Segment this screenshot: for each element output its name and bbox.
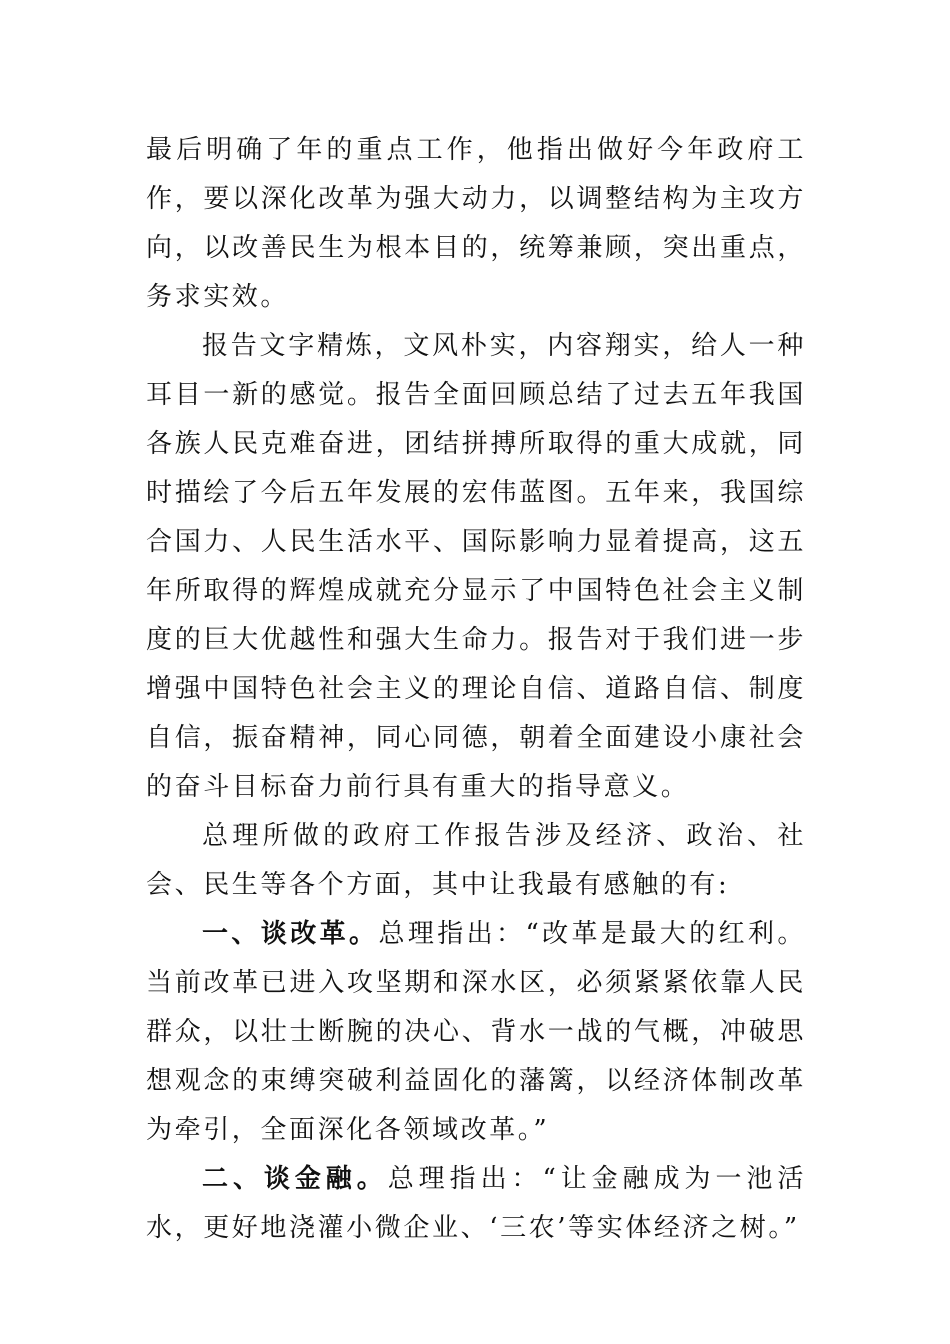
paragraph-2-text: 报告文字精炼，文风朴实，内容翔实，给人一种耳目一新的感觉。报告全面回顾总结了过去五年我国各族人民克难奋进，团结拼搏所取得的重大成就，同时描绘了今后五年发展的宏伟蓝图。五年来，我国综合国力、人民生活水平、国际影响力显着提高，这五年所取得的辉煌成就充分显示了中国特色社会主义制度的巨大优越性和强大生命力。报告对于我们进一步增强中国特色社会主义的理论自信、道路自信、制度自信，振奋精神，同心同德，朝着全面建设小康社会的奋斗目标奋力前行具有重大的指导意义。 [146, 331, 806, 802]
paragraph-1-text: 最后明确了年的重点工作，他指出做好今年政府工作，要以深化改革为强大动力，以调整结构为主攻方向，以改善民生为根本目的，统筹兼顾，突出重点，务求实效。 [146, 135, 806, 312]
reform-heading: 一、谈改革。 [202, 919, 379, 949]
paragraph-2 [146, 322, 806, 812]
paragraph-1 [146, 126, 806, 322]
finance-text: 总理指出：“让金融成为一池活水，更好地浇灌小微企业、‘三农’等实体经济之树。” [146, 1164, 806, 1243]
paragraph-3-text: 总理所做的政府工作报告涉及经济、政治、社会、民生等各个方面，其中让我最有感触的有: [146, 821, 806, 900]
paragraph-3 [146, 812, 806, 910]
finance-heading: 二、谈金融。 [202, 1164, 388, 1194]
paragraph-finance [146, 1155, 806, 1253]
paragraph-reform [146, 910, 806, 1155]
document-body [146, 126, 806, 1253]
reform-text: 总理指出：“改革是最大的红利。当前改革已进入攻坚期和深水区，必须紧紧依靠人民群众，以壮士断腕的决心、背水一战的气概，冲破思想观念的束缚突破利益固化的藩篱，以经济体制改革为牵引，全面深化各领域改革。” [146, 919, 806, 1145]
